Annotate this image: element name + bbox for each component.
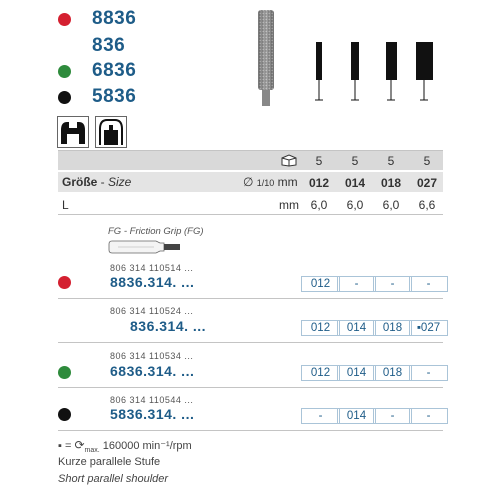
bur-photo	[250, 8, 290, 108]
size-value: 027	[416, 176, 438, 190]
order-cell: 014	[337, 320, 376, 336]
order-number: 8836.314. ...	[110, 274, 195, 290]
shank-label: FG - Friction Grip (FG)	[108, 226, 204, 237]
size-value: 018	[380, 176, 402, 190]
row-divider	[58, 342, 443, 343]
fg-bur-drawing	[108, 240, 188, 254]
order-number: 6836.314. ...	[110, 363, 195, 379]
order-cell: -	[373, 276, 412, 292]
speed-note: ▪ = $⟳_{max.}$ 160000 min⁻¹/rpm	[58, 438, 192, 455]
pack-value: 5	[315, 154, 323, 168]
size-value: 014	[344, 176, 366, 190]
description-german: Kurze parallele Stufe	[58, 456, 161, 468]
tooth-preparation-outline-icon	[95, 116, 127, 148]
order-cell: -	[337, 276, 376, 292]
length-value: 6,0	[310, 198, 328, 212]
order-number: 836.314. ...	[130, 318, 207, 334]
order-cell: 018	[373, 365, 412, 381]
bur-silhouette-018	[382, 42, 402, 102]
color-dot-black	[58, 91, 71, 104]
order-cell: 012	[301, 320, 340, 336]
length-value: 6,6	[418, 198, 436, 212]
order-cell: ▪027	[409, 320, 448, 336]
order-cell: -	[409, 365, 448, 381]
order-cell: 012	[301, 276, 340, 292]
description-english: Short parallel shoulder	[58, 473, 169, 485]
row-divider	[58, 387, 443, 388]
order-cell: 018	[373, 320, 412, 336]
code-5836: 5836	[92, 86, 137, 107]
rotation-icon: ⟳	[74, 438, 85, 452]
size-unit: ∅ 1/10 mm	[243, 175, 298, 189]
code-6836: 6836	[92, 60, 137, 81]
pack-value: 5	[387, 154, 395, 168]
color-dot-green	[58, 366, 71, 379]
order-cell: -	[373, 408, 412, 424]
size-label: Größe - Size	[62, 175, 132, 189]
row-divider	[58, 298, 443, 299]
order-number-small: 806 314 110534 ...	[110, 351, 194, 361]
color-dot-black	[58, 408, 71, 421]
bur-silhouette-012	[310, 42, 330, 102]
bur-silhouette-014	[346, 42, 366, 102]
color-dot-green	[58, 65, 71, 78]
code-8836: 8836	[92, 8, 137, 29]
length-unit: mm	[279, 198, 299, 212]
color-dot-red	[58, 13, 71, 26]
length-value: 6,0	[346, 198, 364, 212]
package-icon	[281, 153, 297, 167]
length-label: L	[62, 198, 69, 212]
order-cell: -	[409, 276, 448, 292]
bur-silhouette-027	[414, 42, 438, 102]
table-bottom-line	[58, 214, 443, 215]
pack-value: 5	[351, 154, 359, 168]
order-number-small: 806 314 110524 ...	[110, 306, 194, 316]
row-divider	[58, 430, 443, 431]
tooth-crown-preparation-icon	[57, 116, 89, 148]
pack-value: 5	[423, 154, 431, 168]
order-cell: 014	[337, 408, 376, 424]
order-cell: 012	[301, 365, 340, 381]
color-dot-red	[58, 276, 71, 289]
order-cell: -	[301, 408, 340, 424]
order-cell: 014	[337, 365, 376, 381]
size-value: 012	[308, 176, 330, 190]
length-value: 6,0	[382, 198, 400, 212]
order-number-small: 806 314 110514 ...	[110, 263, 194, 273]
order-number: 5836.314. ...	[110, 406, 195, 422]
order-cell: -	[409, 408, 448, 424]
code-836: 836	[92, 35, 126, 56]
order-number-small: 806 314 110544 ...	[110, 395, 194, 405]
